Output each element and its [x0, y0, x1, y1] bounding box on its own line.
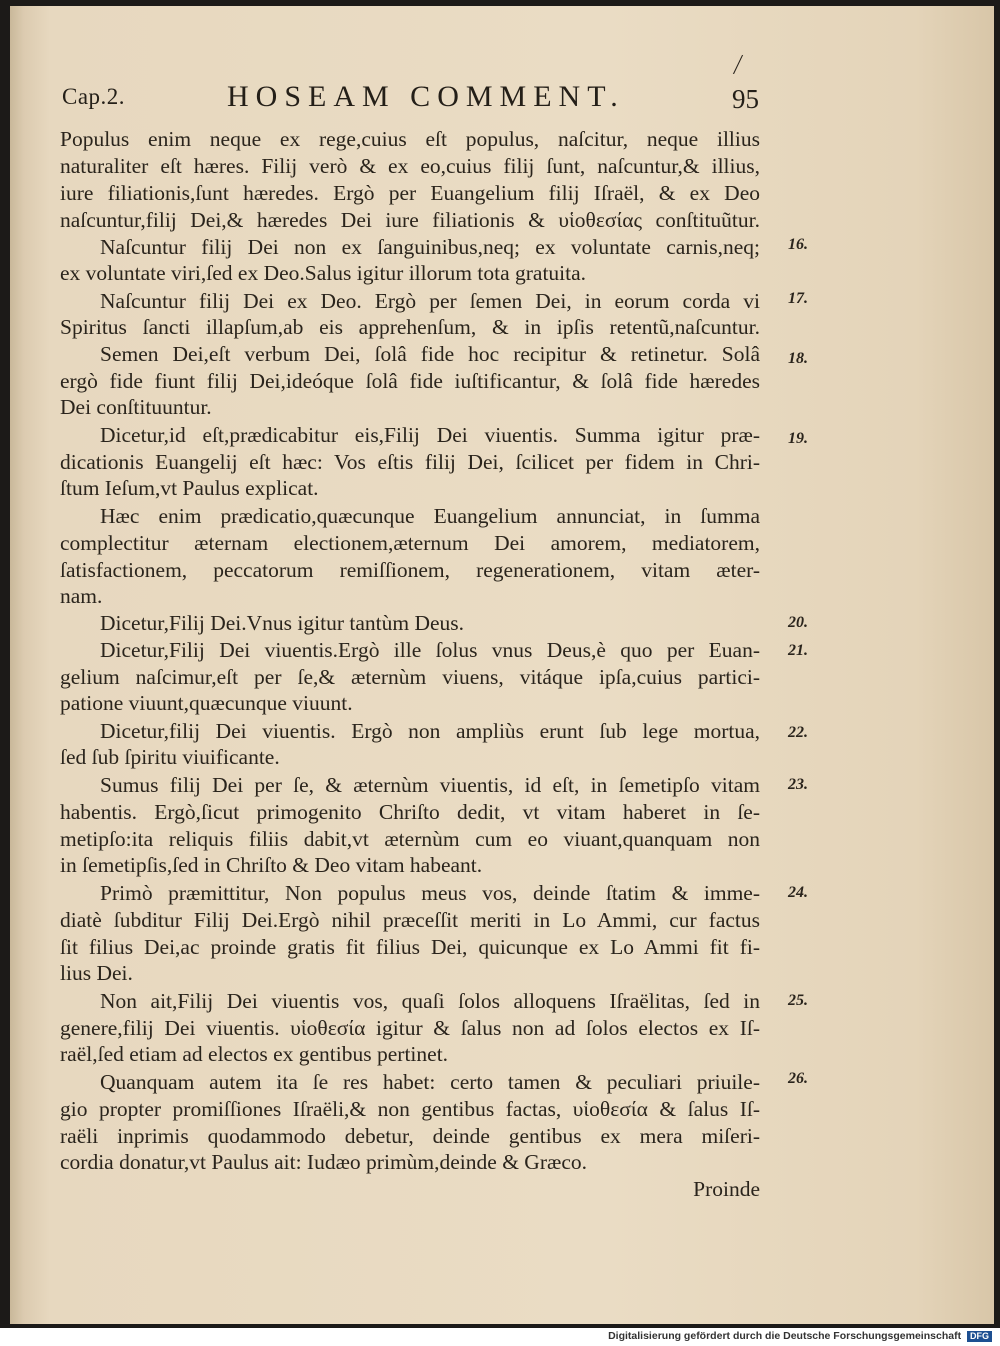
- text-line: Quanquam autem ita ſe res habet: certo tamen & peculiari priuile-: [100, 1070, 760, 1094]
- text-line: ſed ſub ſpiritu viuificante.: [60, 745, 280, 769]
- margin-number: 23.: [788, 776, 808, 793]
- text-line: Dicetur,Filij Dei viuentis.Ergò ille ſolus vnus Deus,è quo per Euan-: [100, 638, 760, 662]
- credit-text: Digitalisierung gefördert durch die Deutsche Forschungsgemeinschaft: [608, 1330, 962, 1342]
- margin-number: 18.: [788, 350, 808, 367]
- text-line: Spiritus ſancti illapſum,ab eis apprehenſum, & in ipſis retentũ,naſcuntur.: [60, 315, 760, 339]
- text-line: Naſcuntur filij Dei non ex ſanguinibus,neq; ex voluntate carnis,neq;: [100, 235, 760, 259]
- text-line: gelium naſcimur,eſt per ſe,& æternùm viuens, vitáque ipſa,cuius partici-: [60, 665, 760, 689]
- text-line: in ſemetipſis,ſed in Chriſto & Deo vitam habeant.: [60, 853, 483, 877]
- text-line: Dicetur,id eſt,prædicabitur eis,Filij Dei viuentis. Summa igitur præ-: [100, 423, 760, 447]
- text-line: Hæc enim prædicatio,quæcunque Euangelium annunciat, in ſumma: [100, 504, 760, 528]
- text-line: ſatisfactionem, peccatorum remiſſionem, regenerationem, vitam æter-: [60, 558, 760, 582]
- text-line: naturaliter eſt hæres. Filij verò & ex eo,cuius filij ſunt, naſcuntur,& illius,: [60, 154, 760, 178]
- text-line: Dicetur,filij Dei viuentis. Ergò non ampliùs erunt ſub lege mortua,: [100, 719, 760, 743]
- margin-number: 20.: [788, 614, 808, 631]
- text-line: dicationis Euangelij eſt hæc: Vos eſtis filij Dei, ſcilicet per fidem in Chri-: [60, 450, 760, 474]
- text-line: iure filiationis,ſunt hæredes. Ergò per Euangelium filij Iſraël, & ex Deo: [60, 181, 760, 205]
- text-line: Dei conſtituuntur.: [60, 395, 212, 419]
- text-line: diatè ſubditur Filij Dei.Ergò nihil præceſſit meriti in Lo Ammi, cur factus: [60, 908, 760, 932]
- running-title: HOSEAM COMMENT.: [227, 80, 625, 113]
- text-line: Semen Dei,eſt verbum Dei, ſolâ fide hoc recipitur & retinetur. Solâ: [100, 342, 760, 366]
- margin-number: 19.: [788, 430, 808, 447]
- text-line: cordia donatur,vt Paulus ait: Iudæo primùm,deinde & Græco.: [60, 1150, 587, 1174]
- text-line: ſit filius Dei,ac proinde gratis fit filius Dei, quicunque ex Lo Ammi fit fi-: [60, 935, 760, 959]
- text-line: patione viuunt,quæcunque viuunt.: [60, 691, 353, 715]
- text-line: naſcuntur,filij Dei,& hæredes Dei iure filiationis & υἱοθεσίας conſtituũtur.: [60, 208, 760, 232]
- text-line: Naſcuntur filij Dei ex Deo. Ergò per ſemen Dei, in eorum corda vi: [100, 289, 760, 313]
- corner-mark: ⁄: [733, 49, 743, 80]
- text-line: complectitur æternam electionem,æternum Dei amorem, mediatorem,: [60, 531, 760, 555]
- text-line: lius Dei.: [60, 961, 133, 985]
- margin-number: 24.: [788, 884, 808, 901]
- running-header: [62, 78, 772, 118]
- text-line: Primò præmittitur, Non populus meus vos, deinde ſtatim & imme-: [100, 881, 760, 905]
- text-line: Sumus filij Dei per ſe, & æternùm viuentis, id eſt, in ſemetipſo vitam: [100, 773, 760, 797]
- text-line: Populus enim neque ex rege,cuius eſt populus, naſcitur, neque illius: [60, 127, 760, 151]
- margin-number: 25.: [788, 992, 808, 1009]
- text-line: habentis. Ergò,ſicut primogenito Chriſto dedit, vt vitam haberet in ſe-: [60, 800, 760, 824]
- page-number: 95: [732, 84, 759, 114]
- catchword: Proinde: [693, 1177, 760, 1201]
- digitization-credit: [560, 1330, 992, 1344]
- text-line: metipſo:ita reliquis filiis dabit,vt æternùm cum eo viuant,quanquam non: [60, 827, 760, 851]
- text-line: genere,filij Dei viuentis. υἱοθεσία igitur & ſalus non ad ſolos electos ex Iſ-: [60, 1016, 760, 1040]
- text-line: gio propter promiſſiones Iſraëli,& non gentibus factas, υἱοθεσία & ſalus Iſ-: [60, 1097, 760, 1121]
- margin-number: 16.: [788, 236, 808, 253]
- margin-number: 22.: [788, 724, 808, 741]
- text-line: ex voluntate viri,ſed ex Deo.Salus igitur illorum tota gratuita.: [60, 261, 587, 285]
- text-line: raëli inprimis quodammodo debetur, deinde gentibus ex mera miſeri-: [60, 1124, 760, 1148]
- text-line: Dicetur,Filij Dei.Vnus igitur tantùm Deus.: [100, 611, 464, 635]
- text-line: ergò fide fiunt filij Dei,ideóque ſolâ fide iuſtificantur, & ſolâ fide hæredes: [60, 369, 760, 393]
- margin-number: 17.: [788, 290, 808, 307]
- margin-number: 26.: [788, 1070, 808, 1087]
- dfg-badge: DFG: [967, 1331, 992, 1342]
- text-line: nam.: [60, 584, 103, 608]
- chapter-label: Cap.2.: [62, 84, 126, 109]
- text-line: ſtum Ieſum,vt Paulus explicat.: [60, 476, 319, 500]
- text-line: raël,ſed etiam ad electos ex gentibus pertinet.: [60, 1042, 449, 1066]
- text-line: Non ait,Filij Dei viuentis vos, quaſi ſolos alloquens Iſraëlitas, ſed in: [100, 989, 760, 1013]
- margin-number: 21.: [788, 642, 808, 659]
